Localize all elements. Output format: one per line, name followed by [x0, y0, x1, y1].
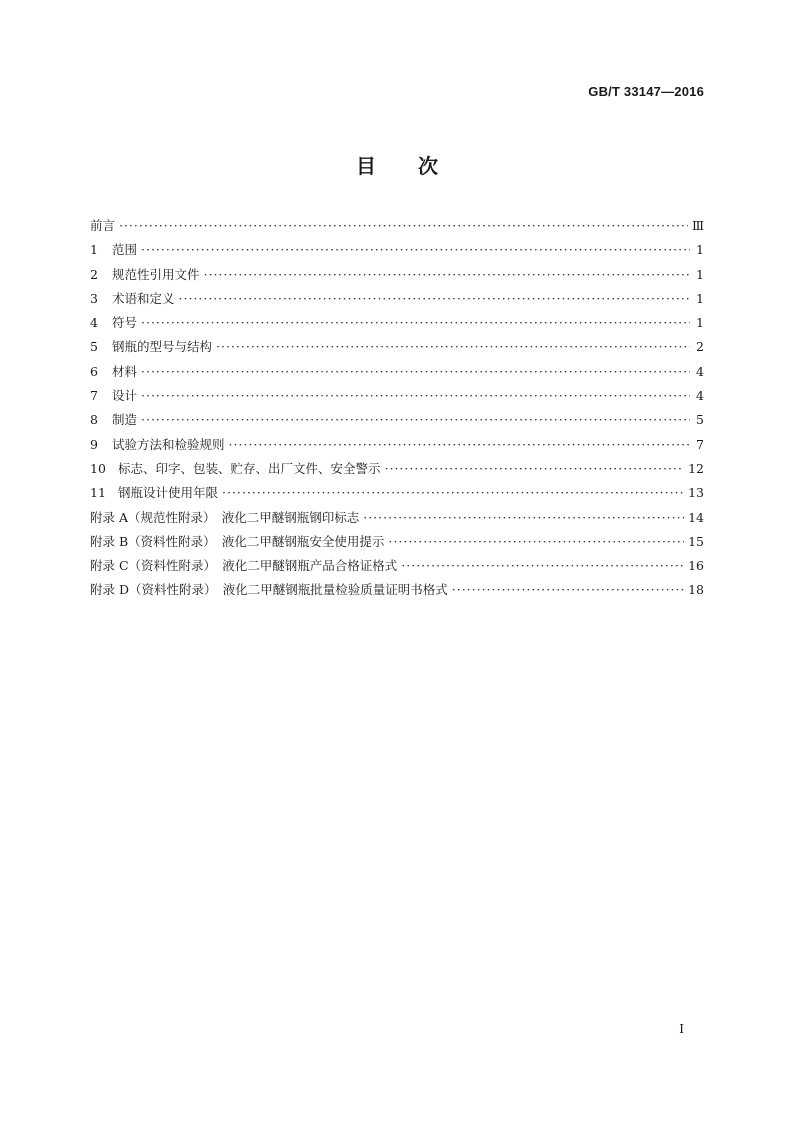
toc-entry-page: 15	[688, 533, 704, 549]
toc-entry-text: 前言	[90, 218, 116, 233]
toc-entry-8[interactable]	[90, 410, 704, 434]
toc-entry-number: 7	[90, 388, 98, 404]
toc-entry-7[interactable]	[90, 386, 704, 410]
table-of-contents	[90, 216, 704, 605]
toc-entry-text: 设计	[112, 388, 138, 404]
toc-entry-number: 3	[90, 290, 98, 306]
toc-entry-text: 标志、印字、包装、贮存、出厂文件、安全警示	[118, 460, 381, 476]
toc-entry-2[interactable]	[90, 265, 704, 289]
toc-entry-appendix-c[interactable]	[90, 556, 704, 580]
toc-entry-text: 附录 A（规范性附录） 液化二甲醚钢瓶钢印标志	[90, 509, 360, 525]
toc-entry-page: 18	[688, 582, 704, 598]
toc-entry-5[interactable]	[90, 337, 704, 361]
toc-entry-number: 2	[90, 266, 98, 282]
toc-entry-page: 7	[696, 436, 704, 452]
toc-entry-page: 13	[688, 485, 704, 501]
toc-entry-11[interactable]	[90, 483, 704, 507]
dot-leader	[363, 510, 684, 525]
toc-entry-text: 规范性引用文件	[112, 266, 200, 282]
dot-leader	[452, 582, 684, 597]
toc-entry-page: 16	[688, 558, 704, 574]
toc-entry-page: 1	[696, 266, 704, 282]
toc-entry-text: 范围	[112, 242, 138, 258]
toc-entry-number: 4	[90, 315, 98, 331]
dot-leader	[119, 218, 688, 233]
toc-entry-10[interactable]	[90, 459, 704, 483]
toc-entry-text: 钢瓶的型号与结构	[112, 339, 213, 355]
toc-entry-text: 附录 B（资料性附录） 液化二甲醚钢瓶安全使用提示	[90, 533, 385, 549]
dot-leader	[216, 339, 690, 354]
toc-entry-page: 2	[696, 339, 704, 355]
toc-entry-page: 1	[696, 315, 704, 331]
toc-entry-page: Ⅲ	[691, 218, 704, 233]
toc-entry-text: 钢瓶设计使用年限	[118, 485, 219, 501]
toc-entry-page: 4	[696, 388, 704, 404]
toc-entry-page: 5	[696, 412, 704, 428]
toc-entry-appendix-d[interactable]	[90, 580, 704, 604]
toc-entry-page: 1	[696, 290, 704, 306]
dot-leader	[401, 558, 684, 573]
toc-entry-page: 12	[688, 460, 704, 476]
dot-leader	[229, 437, 690, 452]
dot-leader	[204, 267, 690, 282]
toc-entry-text: 制造	[112, 412, 138, 428]
toc-entry-3[interactable]	[90, 289, 704, 313]
toc-entry-number: 9	[90, 436, 98, 452]
toc-entry-page: 14	[688, 509, 704, 525]
toc-entry-number: 6	[90, 363, 98, 379]
toc-entry-text: 术语和定义	[112, 290, 175, 306]
toc-entry-1[interactable]	[90, 240, 704, 264]
dot-leader	[141, 412, 690, 427]
toc-entry-foreword[interactable]	[90, 216, 704, 240]
toc-entry-6[interactable]	[90, 362, 704, 386]
toc-entry-text: 附录 D（资料性附录） 液化二甲醚钢瓶批量检验质量证明书格式	[90, 582, 448, 598]
toc-entry-number: 10	[90, 460, 106, 476]
dot-leader	[141, 242, 690, 257]
toc-entry-4[interactable]	[90, 313, 704, 337]
toc-entry-page: 1	[696, 242, 704, 258]
toc-entry-number: 5	[90, 339, 98, 355]
toc-entry-appendix-b[interactable]	[90, 532, 704, 556]
toc-entry-page: 4	[696, 363, 704, 379]
dot-leader	[141, 315, 690, 330]
toc-entry-number: 8	[90, 412, 98, 428]
dot-leader	[222, 485, 684, 500]
toc-entry-text: 试验方法和检验规则	[112, 436, 225, 452]
dot-leader	[141, 388, 690, 403]
toc-entry-appendix-a[interactable]	[90, 508, 704, 532]
toc-entry-text: 材料	[112, 363, 138, 379]
dot-leader	[141, 364, 690, 379]
toc-entry-number: 1	[90, 242, 98, 258]
dot-leader	[179, 291, 690, 306]
toc-entry-text: 附录 C（资料性附录） 液化二甲醚钢瓶产品合格证格式	[90, 558, 398, 574]
toc-entry-number: 11	[90, 485, 106, 501]
page-title: 目次	[356, 154, 480, 178]
page-number: I	[679, 1022, 684, 1036]
toc-entry-text: 符号	[112, 315, 138, 331]
dot-leader	[385, 461, 685, 476]
standard-code: GB/T 33147—2016	[588, 84, 704, 99]
dot-leader	[388, 534, 684, 549]
toc-entry-9[interactable]	[90, 435, 704, 459]
